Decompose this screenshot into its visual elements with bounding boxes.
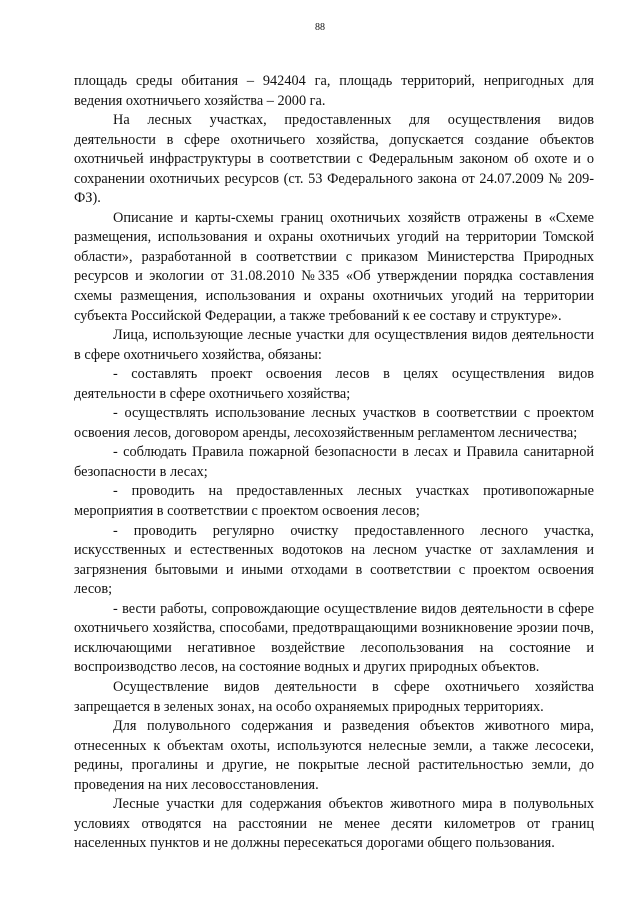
paragraph-infrastructure: На лесных участках, предоставленных для осуществления видов деятельности в сфере охотничьего хозяйства, допускается создание объектов охотничьей инфраструктуры в соответствии с Федеральным законом об охоте и о сохранении охотничьих ресурсов (ст. 53 Федерального закона от 24.07.2009 № 209-ФЗ). bbox=[74, 112, 594, 207]
list-item-forest-project: - составлять проект освоения лесов в целях осуществления видов деятельности в сфере охотничьего хозяйства; bbox=[74, 366, 594, 402]
list-item-use-of-plots: - осуществлять использование лесных участков в соответствии с проектом освоения лесов, договором аренды, лесохозяйственным регламентом лесничества; bbox=[74, 405, 594, 441]
paragraph-semi-free-keeping: Для полувольного содержания и разведения объектов животного мира, отнесенных к объектам охоты, используются нелесные земли, а также лесосеки, редины, прогалины и другие, не покрытые лесной растительностью земли, до проведения на них лесовосстановления. bbox=[74, 718, 594, 793]
paragraph-prohibited-zones: Осуществление видов деятельности в сфере охотничьего хозяйства запрещается в зеленых зонах, на особо охраняемых природных территориях. bbox=[74, 678, 594, 715]
list-item-erosion-prevention: - вести работы, сопровождающие осуществление видов деятельности в сфере охотничьего хозяйства, способами, предотвращающими возникновение эрозии почв, исключающими негативное воздействие лесопользования на состояние и воспроизводство лесов, на состояние водных и других природных объектов. bbox=[74, 600, 594, 676]
page-number: 88 bbox=[315, 22, 325, 33]
paragraph-scheme-description: Описание и карты-схемы границ охотничьих хозяйств отражены в «Схеме размещения, использования и охраны охотничьих угодий на территории Томской области», разработанной в соответствии с приказом Министерства Природных ресурсов и экологии от 31.08.2010 №335 «Об утверждении порядка составления схемы размещения, использования и охраны охотничьих угодий на территории субъекта Российской Федерации, а также требований к ее составу и структуре». bbox=[74, 209, 594, 324]
paragraph-distance-requirements: Лесные участки для содержания объектов животного мира в полувольных условиях отводятся на расстоянии не менее десяти километров от границ населенных пунктов и не должны пересекаться дорогами общего пользования. bbox=[74, 796, 594, 852]
list-item-fire-safety: - соблюдать Правила пожарной безопасности в лесах и Правила санитарной безопасности в лесах; bbox=[74, 444, 594, 480]
list-item-cleaning: - проводить регулярно очистку предоставленного лесного участка, искусственных и естественных водотоков на лесном участке от захламления и загрязнения бытовыми и иными отходами в соответствии с проектом освоения лесов; bbox=[74, 522, 594, 598]
document-body bbox=[74, 72, 594, 854]
paragraph-obligations-intro: Лица, использующие лесные участки для осуществления видов деятельности в сфере охотничьего хозяйства, обязаны: bbox=[74, 327, 594, 363]
list-item-fire-measures: - проводить на предоставленных лесных участках противопожарные мероприятия в соответствии с проектом освоения лесов; bbox=[74, 483, 594, 520]
paragraph-habitat-area: площадь среды обитания – 942404 га, площадь территорий, непригодных для ведения охотничьего хозяйства – 2000 га. bbox=[74, 73, 594, 109]
